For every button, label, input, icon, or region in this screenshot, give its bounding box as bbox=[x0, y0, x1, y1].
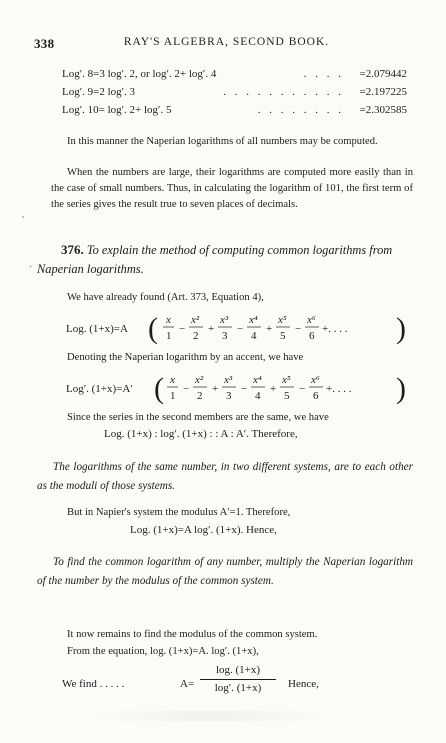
paragraph: But in Napier's system the modulus A′=1. Therefore, bbox=[67, 507, 291, 518]
svg-text:6: 6 bbox=[313, 390, 319, 402]
log-row-expression: Log′. 10= log′. 2+ log′. 5 bbox=[62, 104, 172, 116]
svg-text:x⁵: x⁵ bbox=[282, 374, 291, 386]
svg-text:x²: x² bbox=[191, 314, 200, 326]
paragraph: We have already found (Art. 373, Equation 4), bbox=[67, 292, 264, 303]
svg-text:4: 4 bbox=[251, 330, 257, 342]
svg-text:1: 1 bbox=[170, 390, 176, 402]
log-row bbox=[62, 68, 407, 82]
fraction-bar bbox=[200, 679, 276, 680]
svg-text:2: 2 bbox=[197, 390, 203, 402]
svg-text:2: 2 bbox=[193, 330, 199, 342]
svg-text:x⁴: x⁴ bbox=[253, 374, 262, 386]
paragraph: In this manner the Naperian logarithms of all numbers may be computed. bbox=[67, 136, 378, 147]
log-row bbox=[62, 86, 407, 100]
paragraph: It now remains to find the modulus of the common system. bbox=[67, 629, 318, 640]
paragraph: When the numbers are large, their logarithms are computed more easily than in the case of small numbers. Thus, in calculating the logarithm of 101, the first term of the series gives the result true to seven places of decimals. bbox=[51, 167, 413, 210]
eq5-tail: Hence, bbox=[288, 678, 319, 690]
page-header bbox=[34, 36, 419, 52]
paragraph: From the equation, log. (1+x)=A. log′. (1+x), bbox=[67, 646, 259, 657]
theorem-moduli: The logarithms of the same number, in two different systems, are to each other as the moduli of those systems. bbox=[37, 461, 413, 492]
svg-text:x⁶: x⁶ bbox=[311, 374, 320, 386]
paragraph: Since the series in the second members are the same, we have bbox=[67, 412, 329, 423]
section-title: To explain the method of computing common logarithms from Naperian logarithms. bbox=[37, 243, 393, 276]
theorem-common-log: To find the common logarithm of any number, multiply the Naperian logarithm of the number by the modulus of the common system. bbox=[37, 556, 413, 587]
svg-text:−: − bbox=[241, 383, 248, 395]
log-row-value: =2.302585 bbox=[359, 104, 407, 116]
svg-text:x³: x³ bbox=[224, 374, 233, 386]
svg-text:+. . . .: +. . . . bbox=[322, 323, 348, 335]
eq2-lhs: Log′. (1+x)=A′ bbox=[66, 383, 133, 395]
eq5-lead: We find . . . . . bbox=[62, 678, 125, 690]
svg-text:x: x bbox=[170, 374, 175, 386]
svg-text:3: 3 bbox=[226, 390, 232, 402]
svg-text:4: 4 bbox=[255, 390, 261, 402]
series-equation-2 bbox=[66, 366, 412, 408]
page-number: 338 bbox=[34, 36, 55, 51]
svg-text:−: − bbox=[295, 323, 302, 335]
log-row-dots: . . . . bbox=[303, 68, 344, 80]
section-heading bbox=[37, 240, 413, 279]
log-row-dots: . . . . . . . . . . . bbox=[223, 86, 344, 98]
svg-text:(: ( bbox=[148, 312, 158, 345]
log-row-value: =2.197225 bbox=[359, 86, 407, 98]
svg-text:x: x bbox=[166, 314, 171, 326]
series-equation-1 bbox=[66, 306, 412, 348]
svg-text:): ) bbox=[396, 312, 406, 345]
log-row-dots: . . . . . . . . bbox=[257, 104, 344, 116]
svg-text:−: − bbox=[179, 323, 186, 335]
svg-text:): ) bbox=[396, 372, 406, 405]
bleed-through-shadow bbox=[95, 711, 325, 721]
svg-text:1: 1 bbox=[166, 330, 172, 342]
conversion-equation: Log. (1+x)=A log′. (1+x). Hence, bbox=[130, 524, 277, 536]
modulus-equation bbox=[62, 662, 392, 702]
eq5-lhs: A= bbox=[180, 678, 195, 690]
svg-text:6: 6 bbox=[309, 330, 315, 342]
svg-text:x³: x³ bbox=[220, 314, 229, 326]
eq5-numerator: log. (1+x) bbox=[215, 664, 261, 676]
svg-text:+: + bbox=[212, 383, 219, 395]
svg-text:+: + bbox=[266, 323, 273, 335]
svg-text:x⁶: x⁶ bbox=[307, 314, 316, 326]
svg-text:3: 3 bbox=[222, 330, 228, 342]
section-number: 376. bbox=[61, 242, 84, 257]
svg-text:x²: x² bbox=[195, 374, 204, 386]
svg-text:(: ( bbox=[154, 372, 164, 405]
log-row-expression: Log′. 9=2 log′. 3 bbox=[62, 86, 136, 98]
paragraph: Denoting the Naperian logarithm by an accent, we have bbox=[67, 352, 304, 363]
svg-text:+. . . .: +. . . . bbox=[326, 383, 352, 395]
svg-text:−: − bbox=[299, 383, 306, 395]
log-row-expression: Log′. 8=3 log′. 2, or log′. 2+ log′. 4 bbox=[62, 68, 217, 80]
svg-text:+: + bbox=[208, 323, 215, 335]
svg-text:5: 5 bbox=[280, 330, 286, 342]
proportion-equation: Log. (1+x) : log′. (1+x) : : A : A′. Therefore, bbox=[104, 428, 298, 440]
running-title: RAY'S ALGEBRA, SECOND BOOK. bbox=[123, 36, 330, 48]
svg-text:−: − bbox=[237, 323, 244, 335]
svg-text:x⁵: x⁵ bbox=[278, 314, 287, 326]
svg-text:+: + bbox=[270, 383, 277, 395]
log-row-value: =2.079442 bbox=[359, 68, 407, 80]
eq1-lhs: Log. (1+x)=A bbox=[66, 323, 128, 335]
svg-text:−: − bbox=[183, 383, 190, 395]
svg-text:x⁴: x⁴ bbox=[249, 314, 258, 326]
eq5-denominator: log′. (1+x) bbox=[214, 682, 262, 694]
svg-text:5: 5 bbox=[284, 390, 290, 402]
margin-dot: · bbox=[29, 262, 33, 273]
log-row bbox=[62, 104, 407, 118]
margin-mark: ′ bbox=[22, 215, 25, 226]
